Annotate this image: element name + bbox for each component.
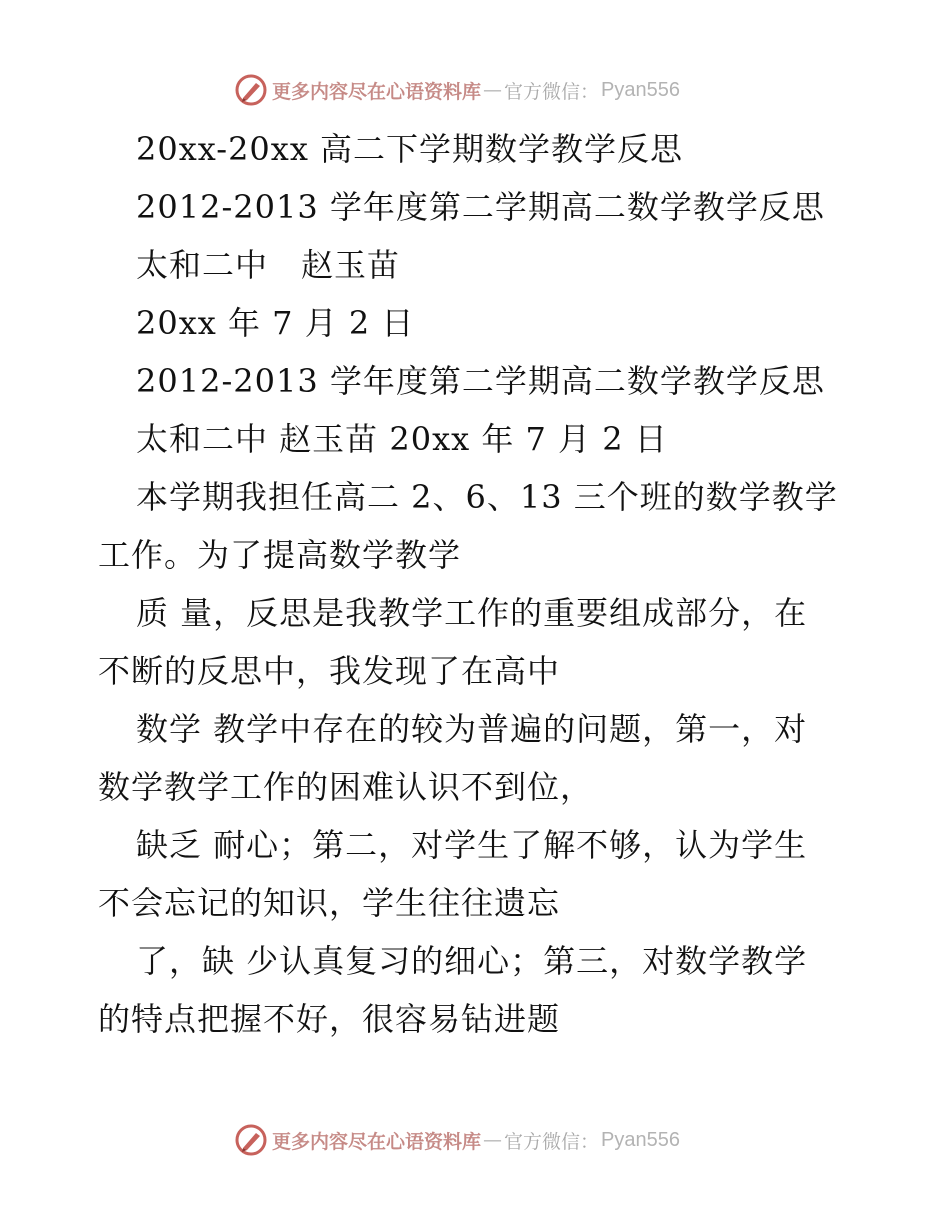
header-watermark: [234, 70, 680, 110]
watermark-wechat-id: Pyan556: [601, 78, 680, 101]
paragraph-line: 数学 教学中存在的较为普遍的问题，第一，对: [136, 710, 808, 748]
watermark-wechat-id: Pyan556: [601, 1128, 680, 1151]
watermark-wechat-label: 官方微信：: [504, 1130, 600, 1153]
paragraph-line: 质 量，反思是我教学工作的重要组成部分，在: [136, 594, 808, 632]
paragraph-line: 缺乏 耐心；第二，对学生了解不够，认为学生: [136, 826, 808, 864]
paragraph-line: 数学教学工作的困难认识不到位，: [98, 768, 594, 806]
watermark-brand-text: 更多内容尽在心语资料库: [272, 80, 482, 103]
watermark-dash: —: [483, 1129, 503, 1151]
document-title: 20xx-20xx 高二下学期数学教学反思: [136, 130, 684, 168]
author-line: 太和二中 赵玉苗: [136, 246, 401, 284]
paragraph-line: 的特点把握不好，很容易钻进题: [98, 1000, 561, 1038]
document-subtitle: 2012-2013 学年度第二学期高二数学教学反思: [136, 188, 825, 226]
watermark-brand-text: 更多内容尽在心语资料库: [272, 1130, 482, 1153]
paragraph-line: 不会忘记的知识，学生往往遗忘: [98, 884, 561, 922]
paragraph-line: 本学期我担任高二 2、6、13 三个班的数学教学: [136, 478, 838, 516]
watermark-wechat-label: 官方微信：: [504, 80, 600, 103]
pen-logo-icon: [234, 73, 268, 107]
pen-logo-icon: [234, 1123, 268, 1157]
footer-watermark: [234, 1120, 680, 1160]
document-body: [98, 120, 858, 1048]
author-date-line: 太和二中 赵玉苗 20xx 年 7 月 2 日: [136, 420, 668, 458]
date-line: 20xx 年 7 月 2 日: [136, 304, 415, 342]
subtitle-repeat: 2012-2013 学年度第二学期高二数学教学反思: [136, 362, 825, 400]
watermark-dash: —: [483, 79, 503, 101]
paragraph-line: 了，缺 少认真复习的细心；第三，对数学教学: [136, 942, 808, 980]
paragraph-line: 不断的反思中，我发现了在高中: [98, 652, 561, 690]
paragraph-line: 工作。为了提高数学教学: [98, 536, 462, 574]
